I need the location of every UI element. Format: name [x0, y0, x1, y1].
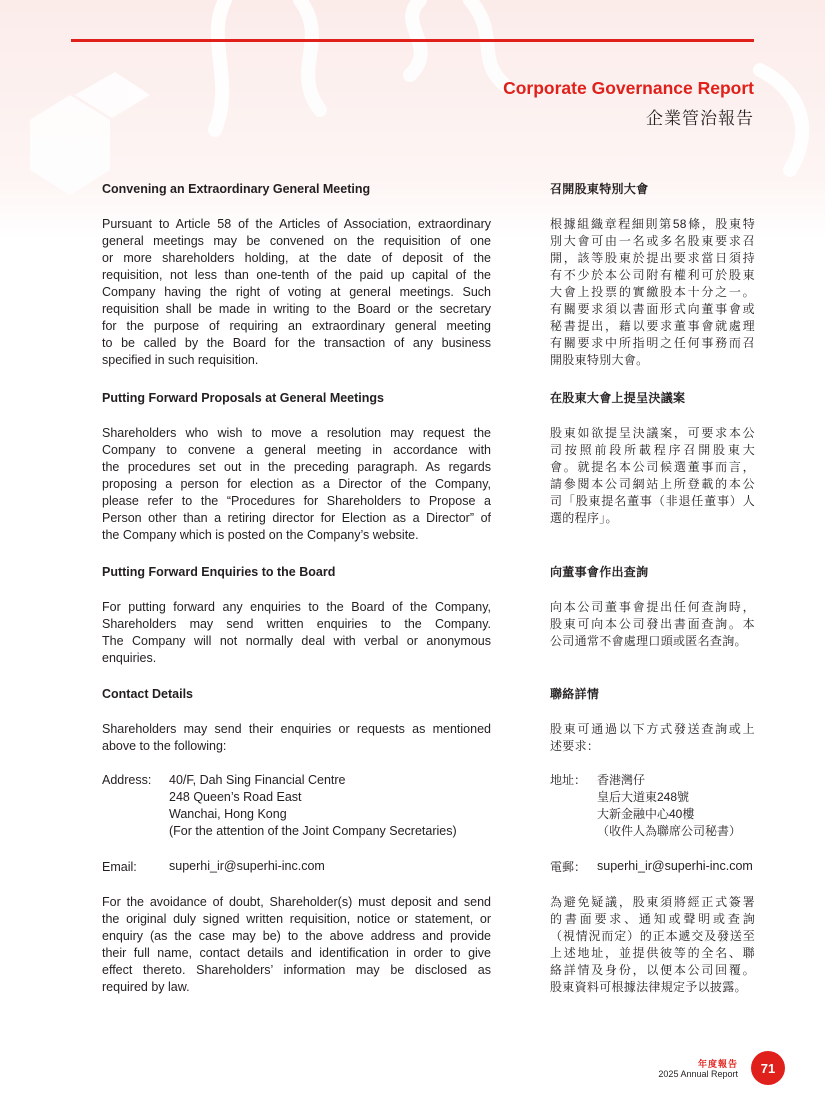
text-line: 股東如欲提呈決議案，可要求本公 — [550, 426, 755, 440]
email-link-zh[interactable]: superhi_ir@superhi-inc.com — [597, 859, 753, 873]
paragraph-proposals-en — [102, 425, 491, 544]
text-line: or more shareholders holding, at the date of deposit of the — [102, 251, 491, 265]
text-line: （視情況而定）的正本遞交及發送至 — [550, 929, 755, 943]
text-line: Person other than a retiring director for Election as a Director” of — [102, 511, 491, 525]
text-line: 請參閱本公司網站上所登載的本公 — [550, 477, 755, 491]
text-line: The Company will not normally deal with verbal or anonymous — [102, 634, 491, 648]
section-heading-proposals-zh: 在股東大會上提呈決議案 — [550, 391, 686, 405]
paragraph-contact-en — [102, 721, 491, 755]
top-rule — [71, 39, 754, 42]
text-line: 上述地址，並提供彼等的全名、聯 — [550, 946, 755, 960]
paragraph-enquiries-en — [102, 599, 491, 667]
email-link-en[interactable]: superhi_ir@superhi-inc.com — [169, 859, 325, 873]
text-line: specified in such requisition. — [102, 353, 259, 367]
text-line: 會。就提名本公司候選董事而言， — [550, 460, 755, 474]
text-line: required by law. — [102, 980, 190, 994]
text-line: 根據組織章程細則第58條，股東特 — [550, 217, 755, 231]
address-line: Wanchai, Hong Kong — [169, 807, 287, 821]
footer-report-label-en: 2025 Annual Report — [658, 1069, 738, 1079]
email-label-en: Email: — [102, 860, 137, 874]
address-label-zh: 地址： — [550, 773, 587, 787]
report-title-zh: 企業管治報告 — [646, 109, 754, 128]
address-line: 248 Queen’s Road East — [169, 790, 302, 804]
text-line: requisition shall be made in writing to the Board or the secretary — [102, 302, 491, 316]
text-line: general meetings may be convened on the requisition of one — [102, 234, 491, 248]
paragraph-egm-en — [102, 216, 491, 369]
text-line: 為避免疑議，股東須將經正式簽署 — [550, 895, 755, 909]
section-heading-enquiries-en: Putting Forward Enquiries to the Board — [102, 565, 336, 579]
text-line: their full name, contact details and identification in order to give — [102, 946, 491, 960]
text-line: Company to convene a general meeting in accordance with — [102, 443, 491, 457]
text-line: the Company which is posted on the Company’s website. — [102, 528, 419, 542]
text-line: Shareholders who wish to move a resolution may request the — [102, 426, 491, 440]
text-line: Company having the right of voting at general meetings. Such — [102, 285, 491, 299]
text-line: for the purpose of requiring an extraordinary general meeting — [102, 319, 491, 333]
address-line: （收件人為聯席公司秘書） — [597, 824, 742, 838]
text-line: Shareholders may send written enquiries to the Company. — [102, 617, 491, 631]
paragraph-note-zh — [550, 894, 755, 996]
text-line: 有關要求中所指明之任何事務而召 — [550, 336, 755, 350]
section-heading-enquiries-zh: 向董事會作出查詢 — [550, 565, 649, 579]
text-line: 股東可通過以下方式發送查詢或上 — [550, 722, 755, 736]
address-line: 香港灣仔 — [597, 773, 646, 787]
paragraph-proposals-zh — [550, 425, 755, 527]
text-line: For the avoidance of doubt, Shareholder(s) must deposit and send — [102, 895, 491, 909]
section-heading-proposals-en: Putting Forward Proposals at General Meetings — [102, 391, 384, 405]
text-line: 向本公司董事會提出任何查詢時， — [550, 600, 755, 614]
text-line: 有關要求須以書面形式向董事會或 — [550, 302, 755, 316]
section-heading-contact-en: Contact Details — [102, 687, 193, 701]
address-line: 大新金融中心40樓 — [597, 807, 695, 821]
text-line: effect thereto. Shareholders’ information may be disclosed as — [102, 963, 491, 977]
text-line: Shareholders may send their enquiries or requests as mentioned — [102, 722, 491, 736]
text-line: 司按照前段所載程序召開股東大 — [550, 443, 755, 457]
text-line: 開，該等股東於提出要求當日須持 — [550, 251, 755, 265]
text-line: to be called by the Board for the transaction of any business — [102, 336, 491, 350]
text-line: 秘書提出，藉以要求董事會就處理 — [550, 319, 755, 333]
text-line: For putting forward any enquiries to the Board of the Company, — [102, 600, 491, 614]
text-line: 股東可向本公司發出書面查詢。本 — [550, 617, 755, 631]
page-number-badge: 71 — [751, 1051, 785, 1085]
section-heading-egm-zh: 召開股東特別大會 — [550, 182, 649, 196]
text-line: enquiries. — [102, 651, 157, 665]
text-line: Pursuant to Article 58 of the Articles of Association, extraordinary — [102, 217, 491, 231]
footer-report-label-zh: 年度報告 — [697, 1059, 738, 1069]
text-line: 開股東特別大會。 — [550, 353, 649, 367]
text-line: 述要求： — [550, 739, 600, 753]
text-line: 大會上投票的實繳股本十分之一。 — [550, 285, 755, 299]
text-line: 選的程序」。 — [550, 511, 618, 525]
text-line: 股東資料可根據法律規定予以披露。 — [550, 980, 747, 994]
text-line: 別大會可由一名或多名股東要求召 — [550, 234, 755, 248]
text-line: the original duly signed written requisition, notice or statement, or — [102, 912, 491, 926]
paragraph-enquiries-zh — [550, 599, 755, 650]
text-line: the procedures set out in the preceding paragraph. As regards — [102, 460, 491, 474]
paragraph-note-en — [102, 894, 491, 996]
text-line: requisition, not less than one-tenth of the paid up capital of the — [102, 268, 491, 282]
address-label-en: Address: — [102, 773, 152, 787]
text-line: 公司通常不會處理口頭或匿名查詢。 — [550, 634, 747, 648]
address-line: 皇后大道東248號 — [597, 790, 690, 804]
section-heading-contact-zh: 聯絡詳情 — [550, 687, 600, 701]
address-block-zh — [597, 772, 741, 840]
paragraph-contact-zh — [550, 721, 755, 755]
text-line: 有不少於本公司附有權利可於股東 — [550, 268, 755, 282]
paragraph-egm-zh — [550, 216, 755, 369]
address-line: (For the attention of the Joint Company Secretaries) — [169, 824, 457, 838]
text-line: proposing a person for election as a Director of the Company, — [102, 477, 491, 491]
text-line: 的書面要求、通知或聲明或查詢 — [550, 912, 755, 926]
text-line: please refer to the “Procedures for Shareholders to Propose a — [102, 494, 491, 508]
text-line: enquiry (as the case may be) to the above address and provide — [102, 929, 491, 943]
address-block-en — [169, 772, 457, 840]
section-heading-egm-en: Convening an Extraordinary General Meeting — [102, 182, 371, 196]
address-line: 40/F, Dah Sing Financial Centre — [169, 773, 346, 787]
text-line: 絡詳情及身份，以便本公司回覆。 — [550, 963, 755, 977]
text-line: above to the following: — [102, 739, 227, 753]
text-line: 司「股東提名董事（非退任董事）人 — [550, 494, 755, 508]
email-label-zh: 電郵： — [550, 860, 587, 874]
report-title-en: Corporate Governance Report — [503, 78, 754, 98]
